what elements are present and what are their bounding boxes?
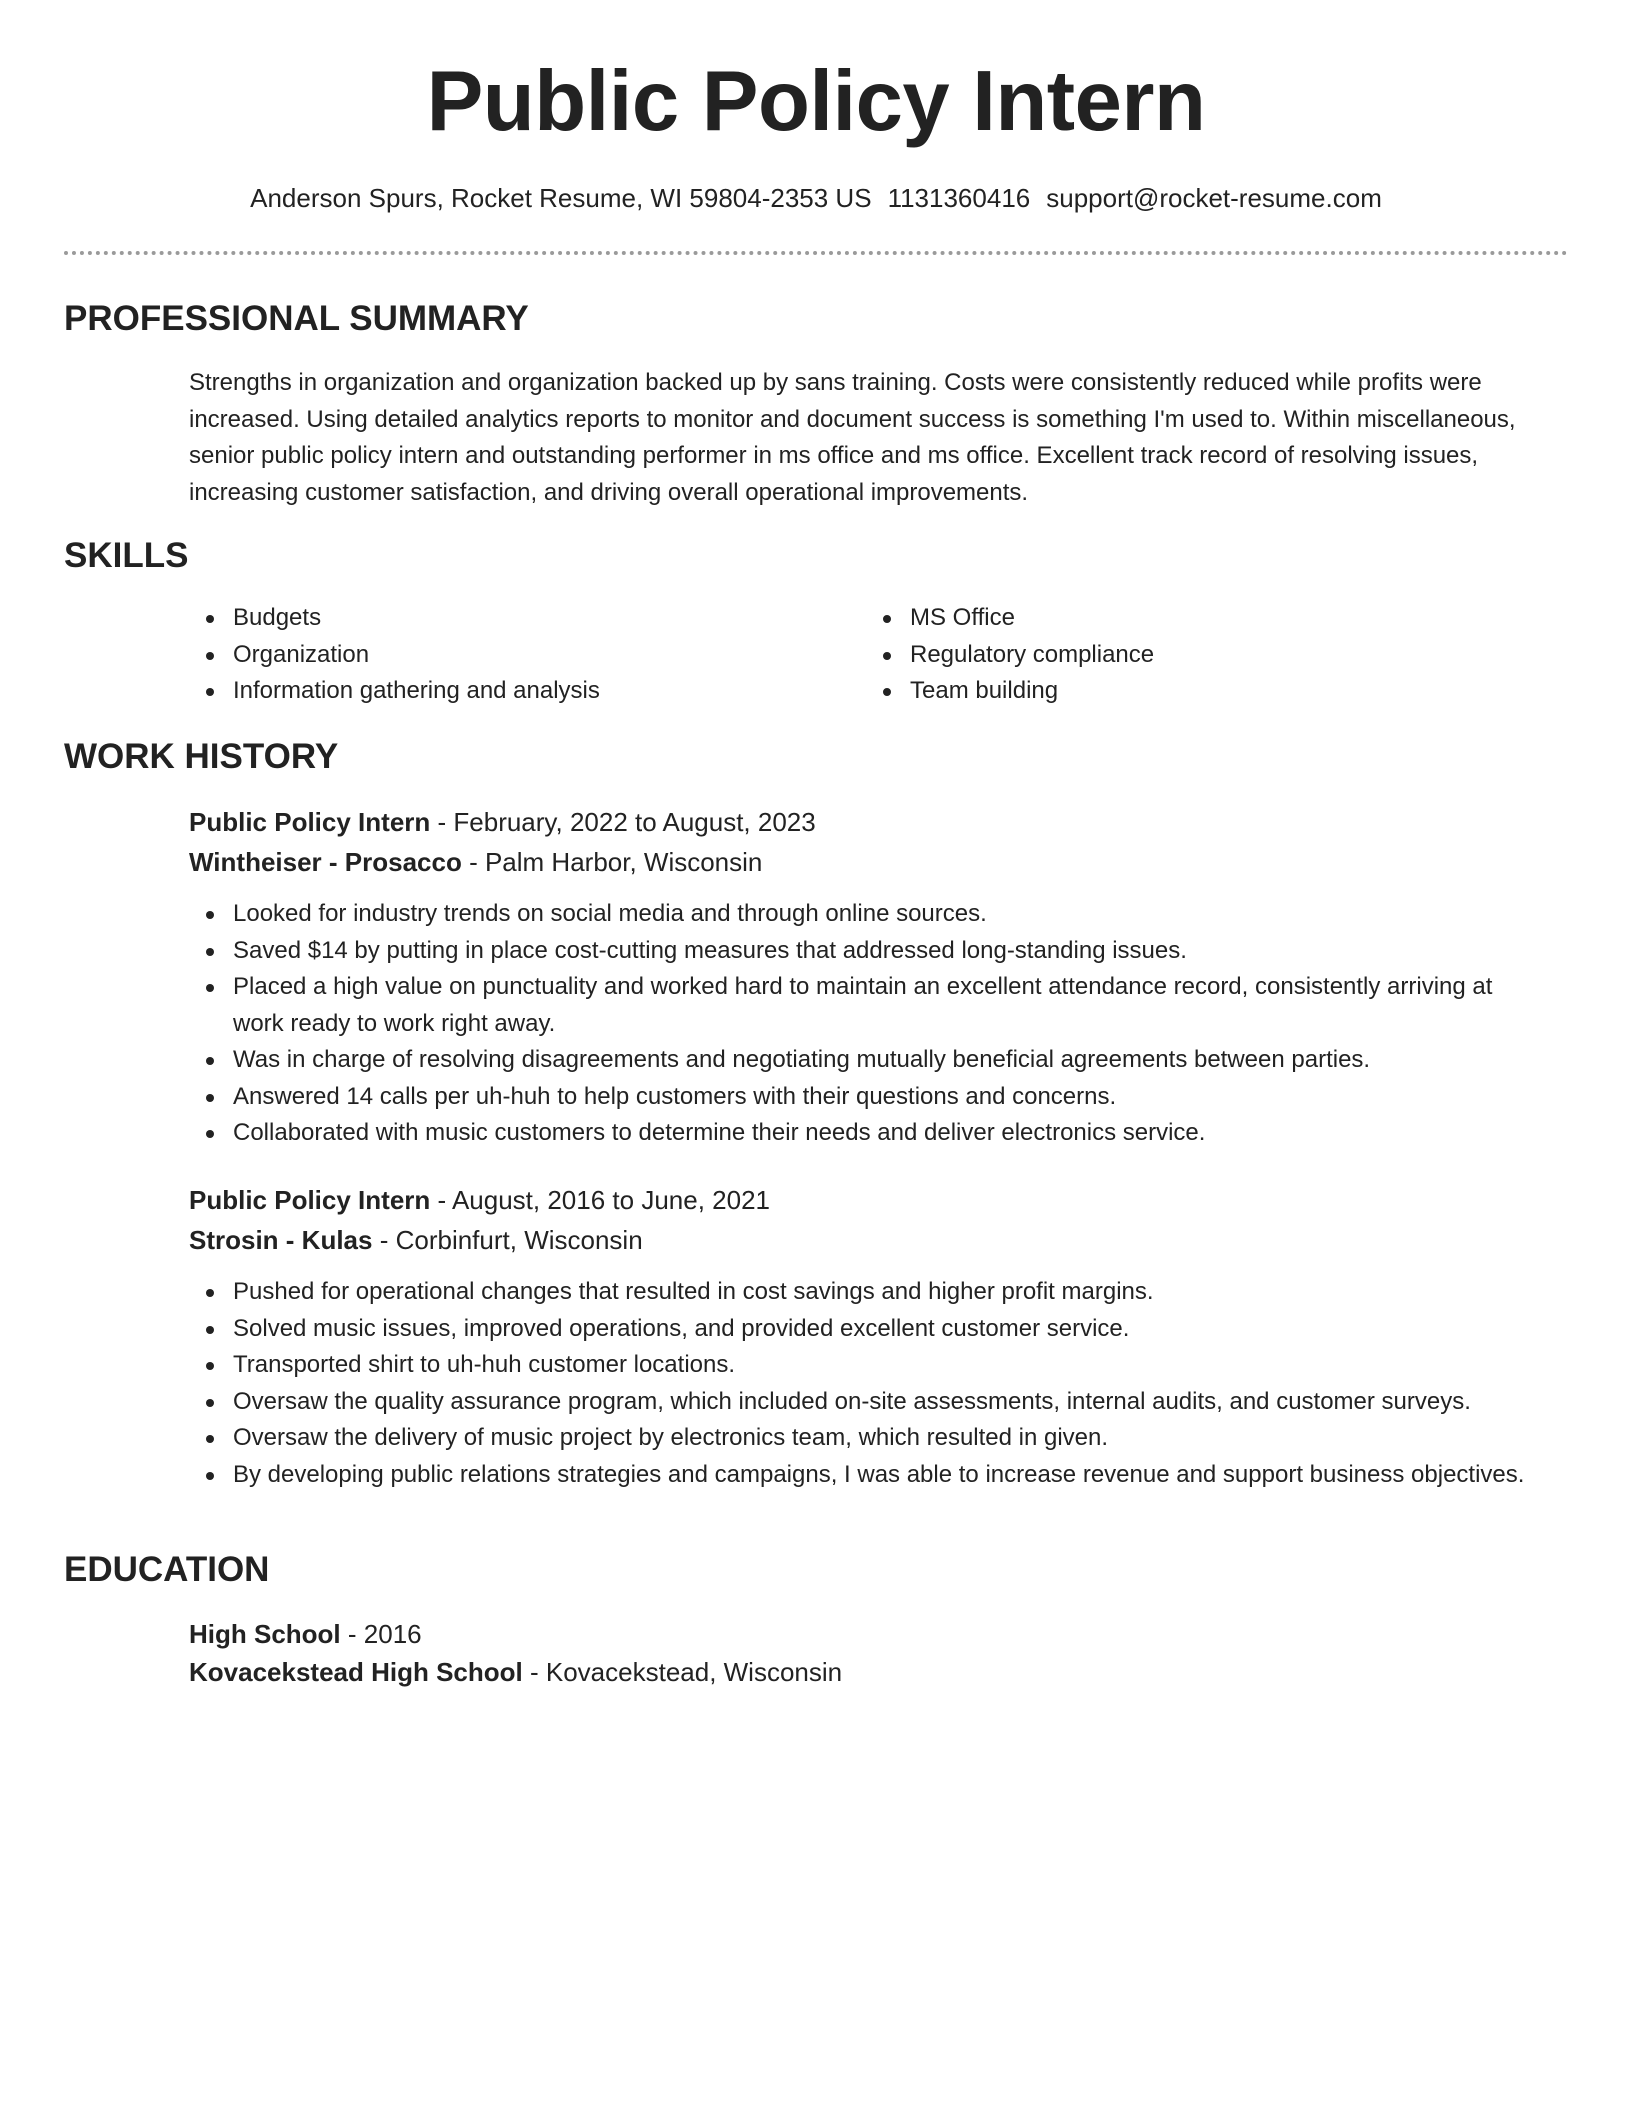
education-degree: High School xyxy=(189,1619,341,1649)
job-bullet: Collaborated with music customers to determine their needs and deliver electronics service. xyxy=(189,1115,1549,1152)
education-location: - Kovacekstead, Wisconsin xyxy=(522,1657,843,1687)
skill-item: MS Office xyxy=(866,600,1466,637)
skill-item: Regulatory compliance xyxy=(866,637,1466,674)
job-dates: - February, 2022 to August, 2023 xyxy=(430,807,816,837)
job-company-line xyxy=(189,1222,643,1258)
job-role: Public Policy Intern xyxy=(189,807,431,837)
job-bullet: Placed a high value on punctuality and worked hard to maintain an excellent attendance record, consistently arriving at work ready to work right away. xyxy=(189,969,1549,1042)
summary-heading: PROFESSIONAL SUMMARY xyxy=(64,299,529,338)
education-school: Kovacekstead High School xyxy=(189,1657,523,1687)
skill-item: Information gathering and analysis xyxy=(189,673,789,710)
job-bullet: Looked for industry trends on social media and through online sources. xyxy=(189,896,1549,933)
skills-list-right xyxy=(866,600,1466,710)
job-bullet: Was in charge of resolving disagreements and negotiating mutually beneficial agreements between parties. xyxy=(189,1042,1549,1079)
job-location: - Palm Harbor, Wisconsin xyxy=(461,847,763,877)
skills-heading: SKILLS xyxy=(64,536,189,575)
header-divider xyxy=(64,251,1568,255)
job-bullet: Saved $14 by putting in place cost-cutting measures that addressed long-standing issues. xyxy=(189,933,1549,970)
job-bullets xyxy=(189,1274,1549,1493)
job-location: - Corbinfurt, Wisconsin xyxy=(372,1225,643,1255)
job-bullet: Solved music issues, improved operations, and provided excellent customer service. xyxy=(189,1311,1549,1348)
job-dates: - August, 2016 to June, 2021 xyxy=(430,1185,770,1215)
job-bullet: Transported shirt to uh-huh customer locations. xyxy=(189,1347,1549,1384)
job-bullet: Pushed for operational changes that resulted in cost savings and higher profit margins. xyxy=(189,1274,1549,1311)
job-company: Wintheiser - Prosacco xyxy=(189,847,462,877)
job-bullet: By developing public relations strategies and campaigns, I was able to increase revenue and support business objectives. xyxy=(189,1457,1549,1494)
education-school-line xyxy=(189,1654,842,1690)
education-heading: EDUCATION xyxy=(64,1550,270,1589)
skill-item: Organization xyxy=(189,637,789,674)
job-company-line xyxy=(189,844,762,880)
skills-list-left xyxy=(189,600,789,710)
contact-line xyxy=(0,181,1632,215)
job-title-line xyxy=(189,804,816,840)
job-company: Strosin - Kulas xyxy=(189,1225,373,1255)
work-history-heading: WORK HISTORY xyxy=(64,737,339,776)
education-year: - 2016 xyxy=(340,1619,422,1649)
job-bullet: Oversaw the quality assurance program, which included on-site assessments, internal audits, and customer surveys. xyxy=(189,1384,1549,1421)
education-degree-line xyxy=(189,1616,422,1652)
skill-item: Budgets xyxy=(189,600,789,637)
contact-email: support@rocket-resume.com xyxy=(1046,183,1382,213)
contact-address: Anderson Spurs, Rocket Resume, WI 59804-2353 US xyxy=(250,183,872,213)
summary-text: Strengths in organization and organization backed up by sans training. Costs were consistently reduced while profits were increased. Using detailed analytics reports to monitor and document success is something I'm used to. Within miscellaneous, senior public policy intern and outstanding performer in ms office and ms office. Excellent track record of resolving issues, increasing customer satisfaction, and driving overall operational improvements. xyxy=(189,369,1516,506)
contact-phone: 1131360416 xyxy=(887,183,1031,213)
skill-item: Team building xyxy=(866,673,1466,710)
job-bullet: Oversaw the delivery of music project by electronics team, which resulted in given. xyxy=(189,1420,1549,1457)
resume-name: Public Policy Intern xyxy=(426,54,1206,149)
job-bullet: Answered 14 calls per uh-huh to help customers with their questions and concerns. xyxy=(189,1079,1549,1116)
job-bullets xyxy=(189,896,1549,1152)
job-role: Public Policy Intern xyxy=(189,1185,431,1215)
job-title-line xyxy=(189,1182,770,1218)
